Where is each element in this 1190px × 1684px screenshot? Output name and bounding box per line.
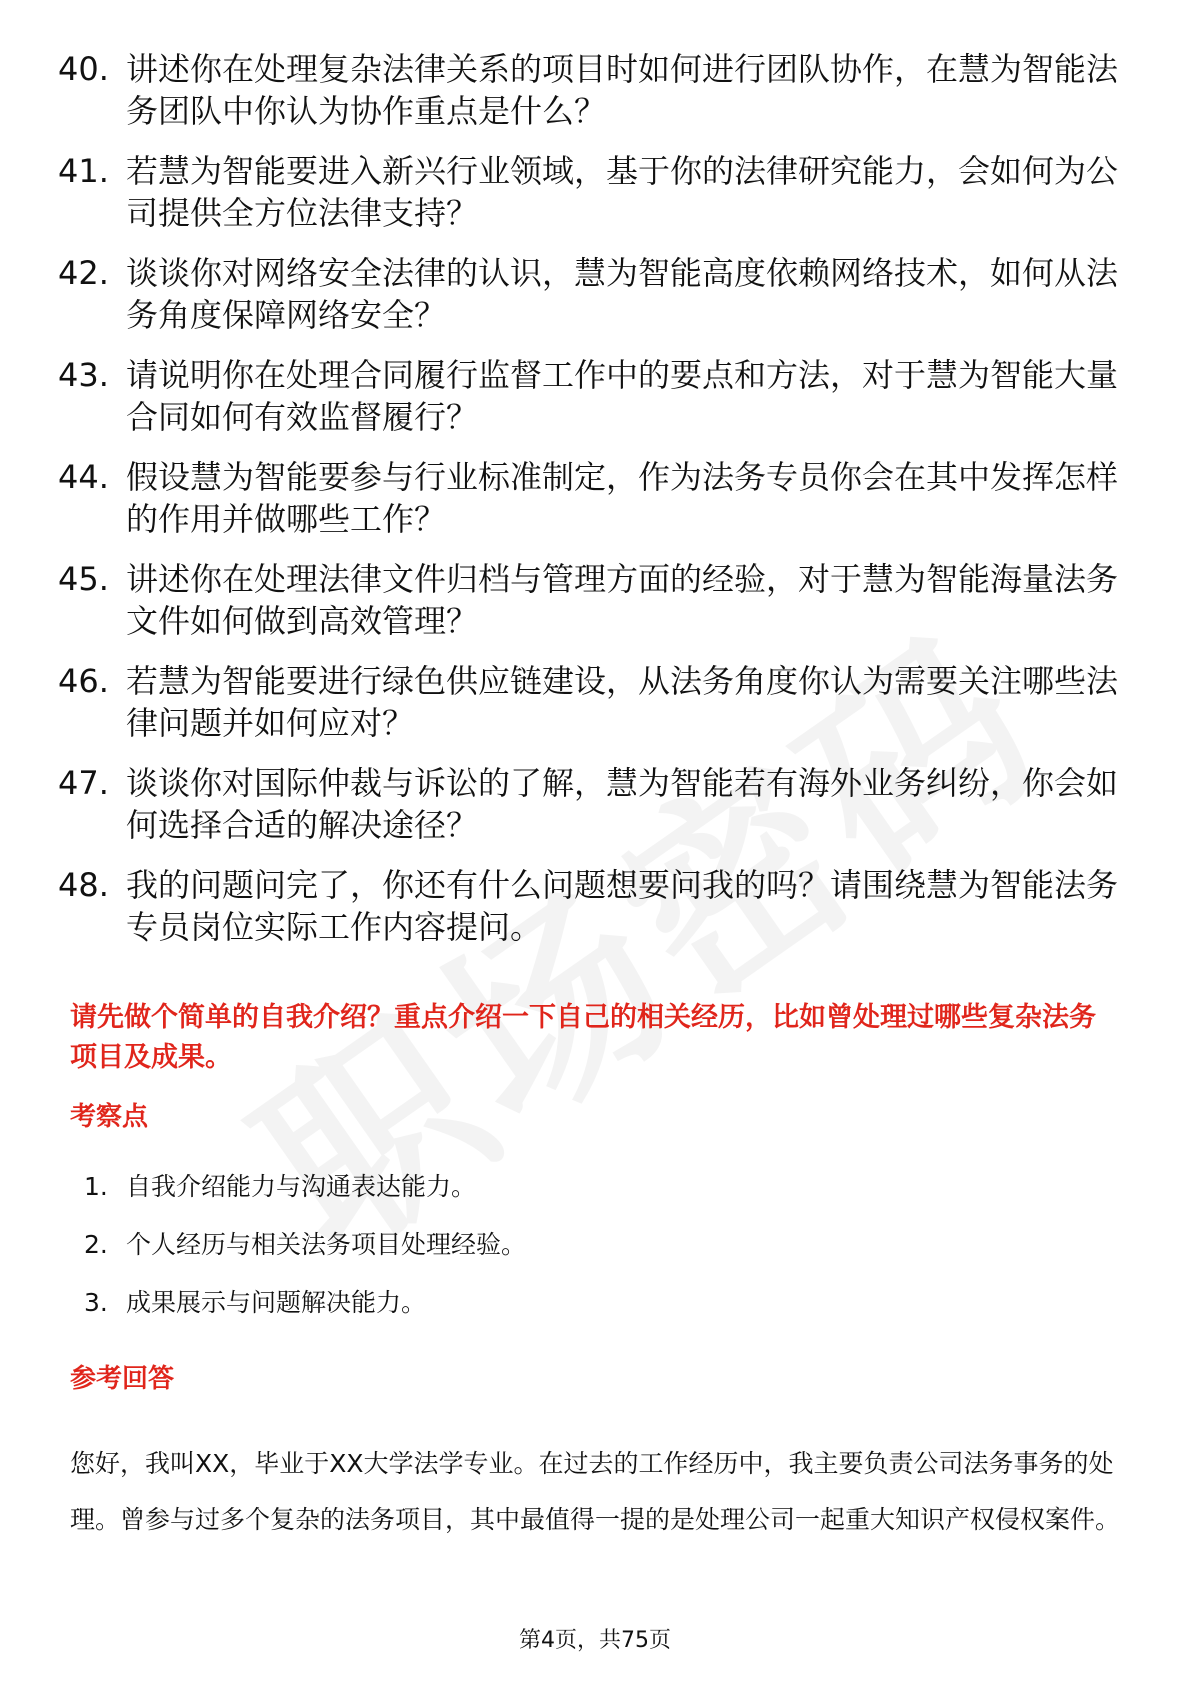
question-number: 48. (58, 866, 109, 904)
question-item (58, 252, 1118, 336)
point-number: 3. (84, 1288, 108, 1317)
question-item (58, 456, 1118, 540)
highlight-question: 请先做个简单的自我介绍？重点介绍一下自己的相关经历，比如曾处理过哪些复杂法务项目及成果。 (70, 1002, 1096, 1073)
question-item (58, 48, 1118, 132)
question-list (58, 48, 1118, 966)
point-text: 成果展示与问题解决能力。 (126, 1288, 427, 1317)
question-text: 谈谈你对国际仲裁与诉讼的了解，慧为智能若有海外业务纠纷，你会如何选择合适的解决途径？ (126, 764, 1119, 844)
question-number: 42. (58, 254, 109, 292)
point-item (84, 1286, 1084, 1320)
question-item (58, 660, 1118, 744)
question-number: 44. (58, 458, 109, 496)
question-item (58, 762, 1118, 846)
point-item (84, 1228, 1084, 1262)
question-text: 请说明你在处理合同履行监督工作中的要点和方法，对于慧为智能大量合同如何有效监督履行？ (126, 356, 1119, 436)
question-number: 43. (58, 356, 109, 394)
point-text: 自我介绍能力与沟通表达能力。 (126, 1172, 477, 1201)
question-number: 46. (58, 662, 109, 700)
question-number: 45. (58, 560, 109, 598)
question-text: 讲述你在处理法律文件归档与管理方面的经验，对于慧为智能海量法务文件如何做到高效管理？ (126, 560, 1119, 640)
answer-paragraph: 您好，我叫XX，毕业于XX大学法学专业。在过去的工作经历中，我主要负责公司法务事务的处理。曾参与过多个复杂的法务项目，其中最值得一提的是处理公司一起重大知识产权侵权案件。 (70, 1449, 1121, 1534)
points-list (84, 1170, 1084, 1344)
point-item (84, 1170, 1084, 1204)
question-text: 若慧为智能要进入新兴行业领域，基于你的法律研究能力，会如何为公司提供全方位法律支持？ (126, 152, 1119, 232)
question-text: 我的问题问完了，你还有什么问题想要问我的吗？请围绕慧为智能法务专员岗位实际工作内容提问。 (126, 866, 1119, 946)
page-footer: 第4页，共75页 (519, 1628, 671, 1653)
question-text: 讲述你在处理复杂法律关系的项目时如何进行团队协作，在慧为智能法务团队中你认为协作重点是什么？ (126, 50, 1119, 130)
question-item (58, 864, 1118, 948)
question-text: 若慧为智能要进行绿色供应链建设，从法务角度你认为需要关注哪些法律问题并如何应对？ (126, 662, 1119, 742)
question-text: 谈谈你对网络安全法律的认识，慧为智能高度依赖网络技术，如何从法务角度保障网络安全？ (126, 254, 1119, 334)
question-item (58, 354, 1118, 438)
question-item (58, 558, 1118, 642)
point-text: 个人经历与相关法务项目处理经验。 (126, 1230, 527, 1259)
question-text: 假设慧为智能要参与行业标准制定，作为法务专员你会在其中发挥怎样的作用并做哪些工作？ (126, 458, 1119, 538)
question-number: 40. (58, 50, 109, 88)
question-number: 47. (58, 764, 109, 802)
section-title-answer: 参考回答 (70, 1364, 175, 1394)
section-title-points: 考察点 (70, 1102, 149, 1132)
point-number: 1. (84, 1172, 108, 1201)
question-item (58, 150, 1118, 234)
question-number: 41. (58, 152, 109, 190)
point-number: 2. (84, 1230, 108, 1259)
